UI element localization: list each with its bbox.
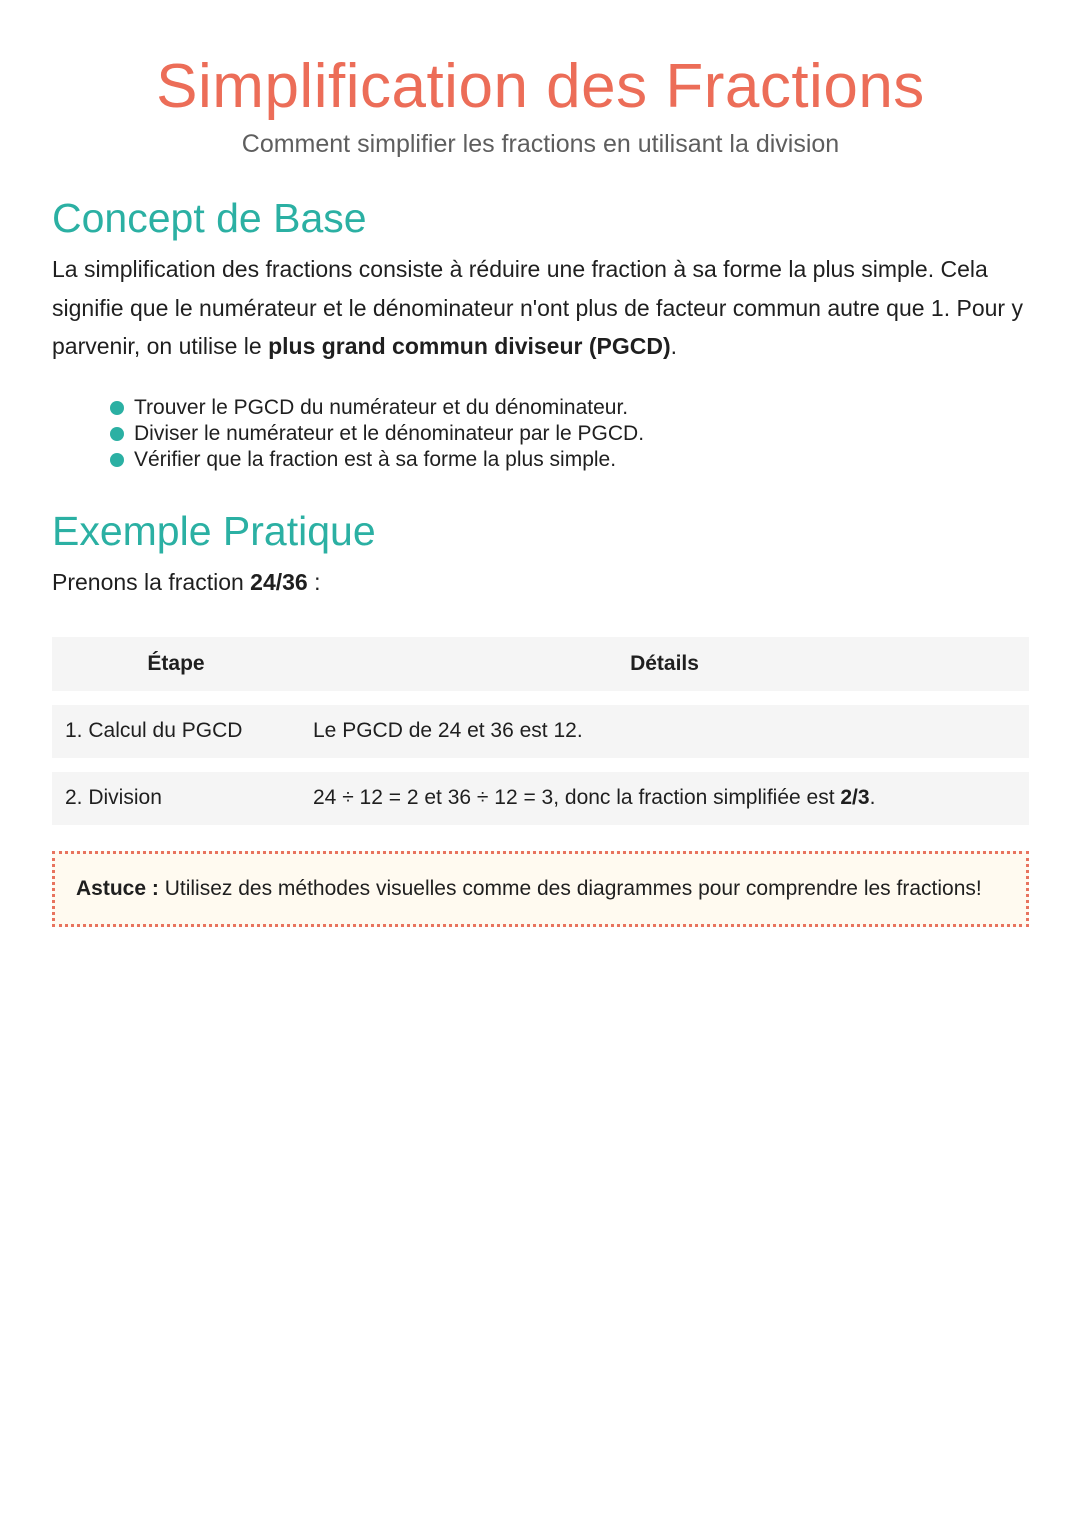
list-item [108,395,1029,421]
bullet-dot-icon [110,401,124,415]
section-heading-concept: Concept de Base [52,195,367,241]
table-cell-step: 1. Calcul du PGCD [65,719,243,742]
example-intro-colon: : [307,568,321,595]
page-title: Simplification des Fractions [156,52,925,121]
table-cell-step: 2. Division [65,786,162,809]
tip-text: Utilisez des méthodes visuelles comme des diagrammes pour comprendre les fractions! [158,876,982,900]
list-item-text: Trouver le PGCD du numérateur et du dénominateur. [134,395,629,419]
example-fraction: 24/36 [250,568,308,595]
list-item [108,447,1029,473]
table-cell-details [300,718,1029,744]
list-item [108,421,1029,447]
concept-bold-text: plus grand commun diviseur (PGCD) [268,333,671,359]
tip-label: Astuce : [76,876,159,900]
table-row [52,705,1029,758]
example-intro [52,567,1029,597]
page-subtitle: Comment simplifier les fractions en utilisant la division [241,130,840,158]
section-heading-example: Exemple Pratique [52,507,376,554]
details-text: 24 ÷ 12 = 2 et 36 ÷ 12 = 3, donc la fraction simplifiée est [313,786,841,809]
list-item-text: Vérifier que la fraction est à sa forme la plus simple. [134,447,617,471]
example-intro-text: Prenons la fraction [52,568,251,595]
table-row [52,772,1029,825]
list-item-text: Diviser le numérateur et le dénominateur par le PGCD. [134,421,645,445]
steps-list [52,395,1029,473]
concept-text: La simplification des fractions consiste à réduire une fraction à sa forme la plus simple. Cela signifie que le numérateur et le dénominateur n'ont plus de facteur commun autre que 1. Pour y parvenir, on utilise le [52,256,1023,359]
concept-paragraph [52,250,1029,366]
details-text: Le PGCD de 24 et 36 est 12. [313,719,583,742]
table-header-step: Étape [147,651,205,675]
table-header-row [52,637,1029,691]
steps-table [52,637,1029,825]
bullet-dot-icon [110,427,124,441]
table-cell-details [300,785,1029,811]
document-page [52,0,1029,927]
table-header-details: Détails [630,651,699,675]
bullet-dot-icon [110,453,124,467]
tip-box [52,851,1029,927]
details-text-end: . [869,786,876,809]
concept-text-end: . [670,333,678,359]
details-bold: 2/3 [840,786,870,809]
